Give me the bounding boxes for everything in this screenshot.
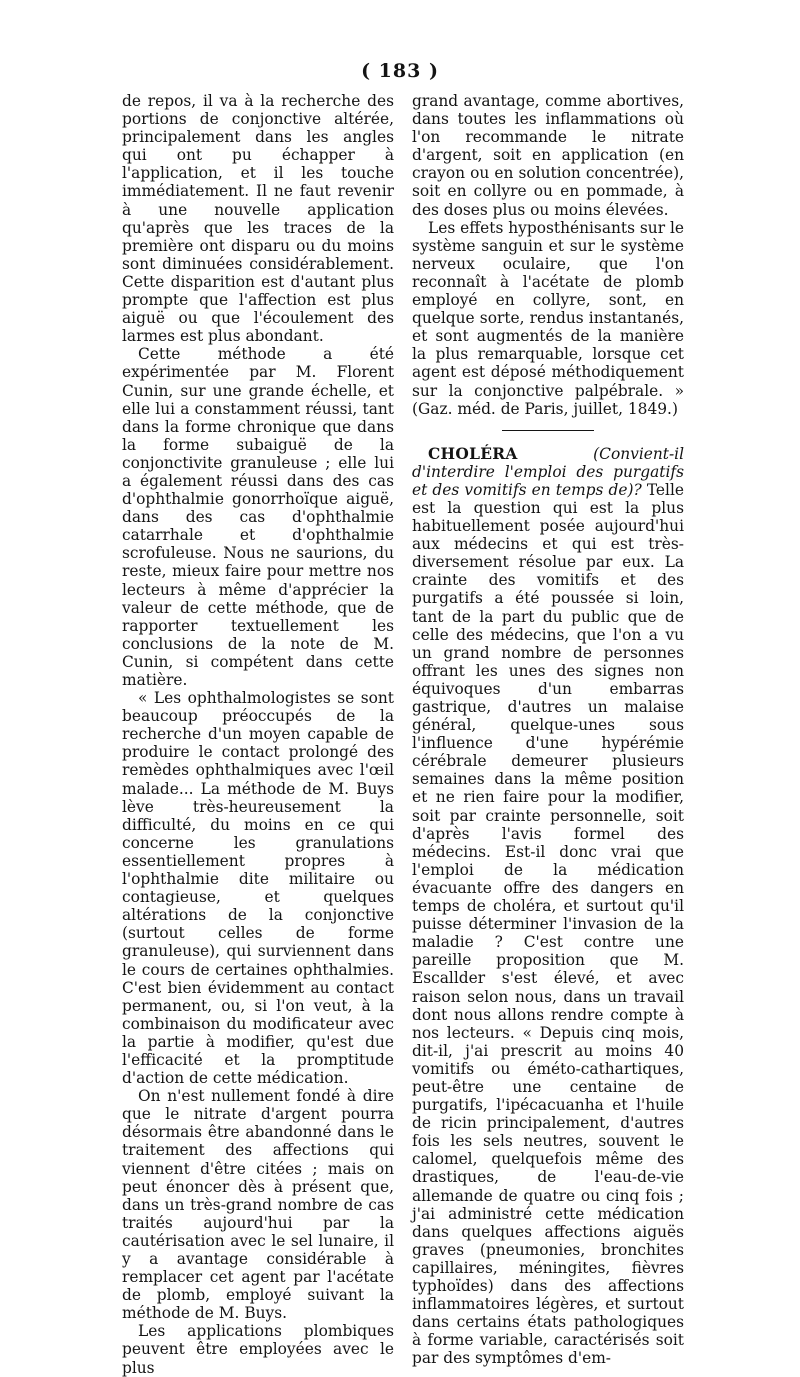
- left-paragraph-1: de repos, il va à la recherche des portions de conjonctive altérée, principalement dans les angles qui ont pu échapper à l'application, et il les touche immédiatement. Il ne faut revenir à une nouvelle application qu'après que les traces de la première ont disparu ou du moins sont diminuées considérablement. Cette disparition est d'autant plus prompte que l'affection est plus aiguë ou que l'écoulement des larmes est plus abondant.: [122, 92, 394, 346]
- article-heading: CHOLÉRA: [428, 444, 518, 463]
- left-paragraph-2: Cette méthode a été expérimentée par M. Florent Cunin, sur une grande échelle, et elle lui a constamment réussi, tant dans la forme chronique que dans la forme subaiguë de la conjonctivite granuleuse ; elle lui a également réussi dans des cas d'ophthalmie gonorrhoïque aiguë, dans des cas d'ophthalmie catarrhale et d'ophthalmie scrofuleuse. Nous ne saurions, du reste, mieux faire pour mettre nos lecteurs à même d'apprécier la valeur de cette méthode, que de rapporter textuellement les conclusions de la note de M. Cunin, si compétent dans cette matière.: [122, 345, 394, 689]
- page-number: ( 183 ): [361, 60, 439, 82]
- right-paragraph-2: Les effets hyposthénisants sur le système sanguin et sur le système nerveux oculaire, que l'on reconnaît à l'acétate de plomb employé en collyre, sont, en quelque sorte, rendus instantanés, et sont augmentés de la manière la plus remarquable, lorsque cet agent est déposé méthodiquement sur la conjonctive palpébrale. » (Gaz. méd. de Paris, juillet, 1849.): [412, 218, 684, 418]
- section-divider: [502, 430, 594, 431]
- left-column: [122, 92, 394, 1377]
- left-paragraph-4: On n'est nullement fondé à dire que le nitrate d'argent pourra désormais être abandonné dans le traitement des affections qui viennent d'être citées ; mais on peut énoncer dès à présent que, dans un très-grand nombre de cas traités aujourd'hui par la cautérisation avec le sel lunaire, il y a avantage considérable à remplacer cet agent par l'acétate de plomb, employé suivant la méthode de M. Buys.: [122, 1087, 394, 1323]
- article-cholera: [412, 445, 684, 1368]
- right-paragraph-1: grand avantage, comme abortives, dans toutes les inflammations où l'on recommande le nitrate d'argent, soit en application (en crayon ou en solution concentrée), soit en collyre ou en pommade, à des doses plus ou moins élevées.: [412, 92, 684, 219]
- left-paragraph-5: Les applications plombiques peuvent être employées avec le plus: [122, 1322, 394, 1377]
- left-paragraph-3: « Les ophthalmologistes se sont beaucoup préoccupés de la recherche d'un moyen capable de produire le contact prolongé des remèdes ophthalmiques avec l'œil malade... La méthode de M. Buys lève très-heureusement la difficulté, du moins en ce qui concerne les granulations essentiellement propres à l'ophthalmie dite militaire ou contagieuse, et quelques altérations de la conjonctive (surtout celles de forme granuleuse), qui surviennent dans le cours de certaines ophthalmies. C'est bien évidemment au contact permanent, ou, si l'on veut, à la combinaison du modificateur avec la partie à modifier, qu'est due l'efficacité et la promptitude d'action de cette médication.: [122, 689, 394, 1088]
- article-question: (Convient-il d'interdire l'emploi des purgatifs et des vomitifs en temps de)?: [412, 444, 684, 499]
- article-text: Telle est la question qui est la plus habituellement posée aujourd'hui aux médecins et qui est très-diversement résolue par eux. La crainte des vomitifs et des purgatifs a été poussée si loin, tant de la part du public que de celle des médecins, que l'on a vu un grand nombre de personnes offrant les unes des signes non équivoques d'un embarras gastrique, d'autres un malaise général, quelque-unes sous l'influence d'une hypérémie cérébrale demeurer plusieurs semaines dans la même position et ne rien faire pour la modifier, soit par crainte personnelle, soit d'après l'avis formel des médecins. Est-il donc vrai que l'emploi de la médication évacuante offre des dangers en temps de choléra, et surtout qu'il puisse déterminer l'invasion de la maladie ? C'est contre une pareille proposition que M. Escallder s'est élevé, et avec raison selon nous, dans un travail dont nous allons rendre compte à nos lecteurs. « Depuis cinq mois, dit-il, j'ai prescrit au moins 40 vomitifs ou éméto-cathartiques, peut-être une centaine de purgatifs, l'ipécacuanha et l'huile de ricin principalement, d'autres fois les sels neutres, souvent le calomel, quelquefois même des drastiques, de l'eau-de-vie allemande de quatre ou cinq fois ; j'ai administré cette médication dans quelques affections aiguës graves (pneumonies, bronchites capillaires, méningites, fièvres typhoïdes) dans des affections inflammatoires légères, et surtout dans certains états pathologiques à forme variable, caractérisés soit par des symptômes d'em-: [412, 480, 684, 1368]
- right-column: [412, 92, 684, 1367]
